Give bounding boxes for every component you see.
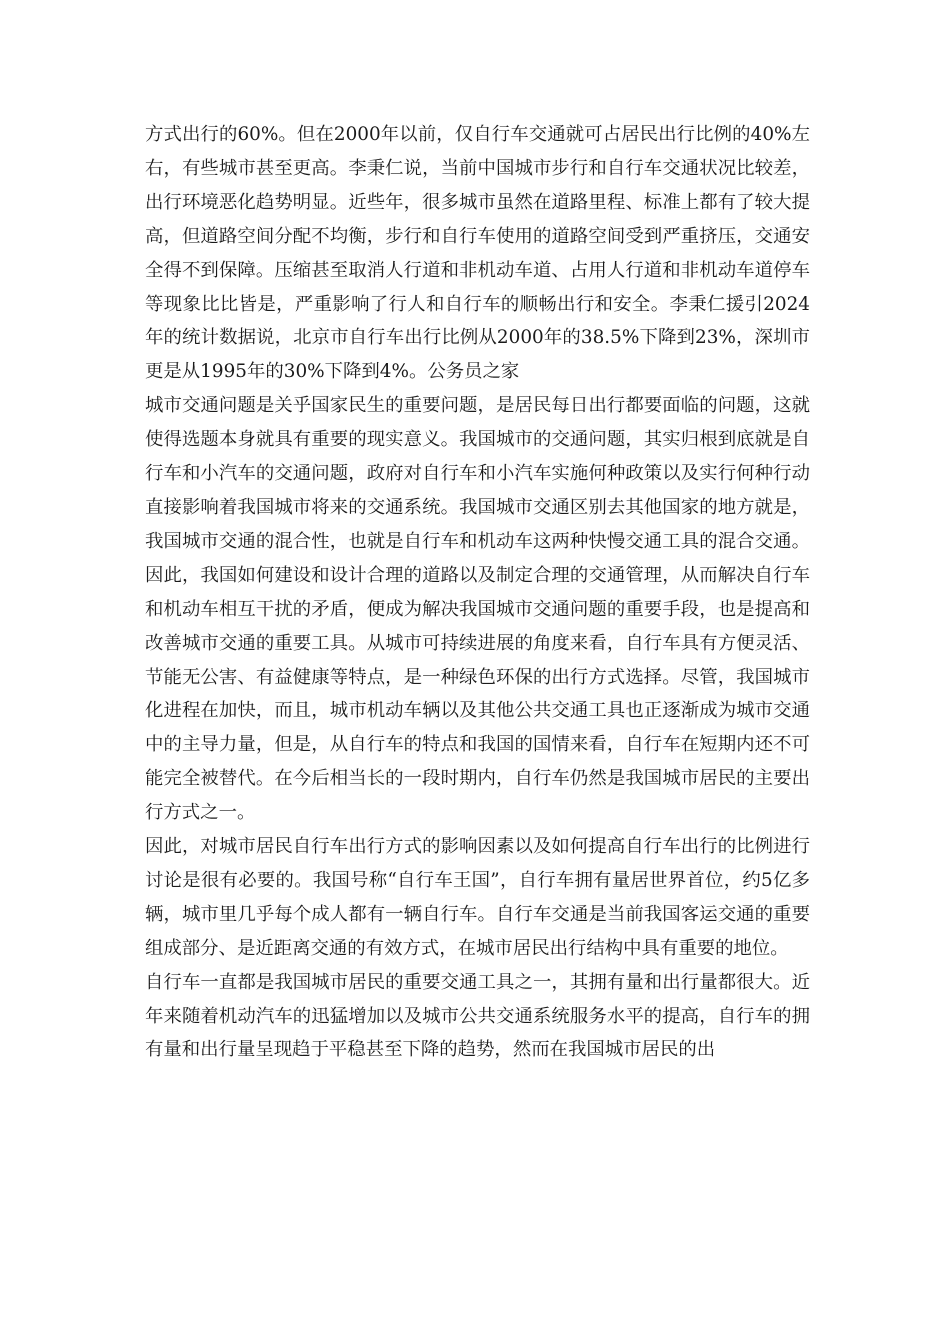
paragraph-2: 城市交通问题是关乎国家民生的重要问题，是居民每日出行都要面临的问题，这就使得选题本身就具有重要的现实意义。我国城市的交通问题，其实归根到底就是自行车和小汽车的交通问题，政府对自行车和小汽车实施何种政策以及实行何种行动直接影响着我国城市将来的交通系统。我国城市交通区别去其他国家的地方就是，我国城市交通的混合性，也就是自行车和机动车这两种快慢交通工具的混合交通。因此，我国如何建设和设计合理的道路以及制定合理的交通管理，从而解决自行车和机动车相互干扰的矛盾，便成为解决我国城市交通问题的重要手段，也是提高和改善城市交通的重要工具。从城市可持续进展的角度来看，自行车具有方便灵活、节能无公害、有益健康等特点，是一种绿色环保的出行方式选择。尽管，我国城市化进程在加快，而且，城市机动车辆以及其他公共交通工具也正逐渐成为城市交通中的主导力量，但是，从自行车的特点和我国的国情来看，自行车在短期内还不可能完全被替代。在今后相当长的一段时期内，自行车仍然是我国城市居民的主要出行方式之一。 [145,395,810,824]
document-body [145,118,810,1067]
paragraph-4: 自行车一直都是我国城市居民的重要交通工具之一，其拥有量和出行量都很大。近年来随着机动汽车的迅猛增加以及城市公共交通系统服务水平的提高，自行车的拥有量和出行量呈现趋于平稳甚至下降的趋势，然而在我国城市居民的出 [145,971,810,1061]
paragraph-1: 方式出行的60%。但在2000年以前，仅自行车交通就可占居民出行比例的40%左右，有些城市甚至更高。李秉仁说，当前中国城市步行和自行车交通状况比较差，出行环境恶化趋势明显。近些年，很多城市虽然在道路里程、标准上都有了较大提高，但道路空间分配不均衡，步行和自行车使用的道路空间受到严重挤压，交通安全得不到保障。压缩甚至取消人行道和非机动车道、占用人行道和非机动车道停车等现象比比皆是，严重影响了行人和自行车的顺畅出行和安全。李秉仁援引2024年的统计数据说，北京市自行车出行比例从2000年的38.5%下降到23%，深圳市更是从1995年的30%下降到4%。公务员之家 [145,124,810,383]
paragraph-3: 因此，对城市居民自行车出行方式的影响因素以及如何提高自行车出行的比例进行讨论是很有必要的。我国号称“自行车王国”，自行车拥有量居世界首位，约5亿多辆，城市里几乎每个成人都有一辆自行车。自行车交通是当前我国客运交通的重要组成部分、是近距离交通的有效方式，在城市居民出行结构中具有重要的地位。 [145,836,810,959]
